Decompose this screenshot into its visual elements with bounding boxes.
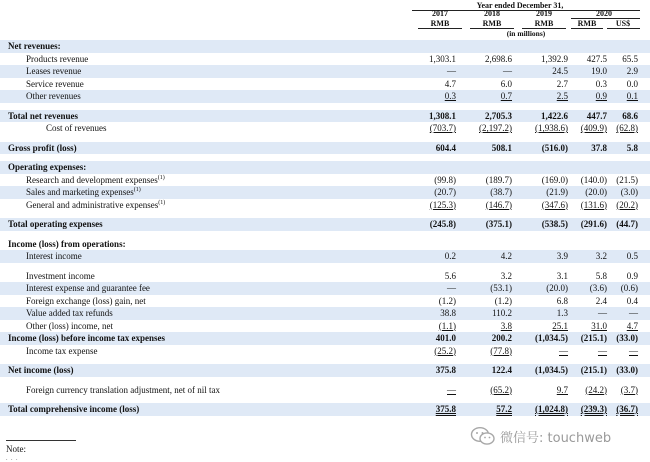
value-cell: 604.4 xyxy=(435,142,456,153)
value-cell: (131.6) xyxy=(580,199,607,210)
value-cell: (1.2) xyxy=(494,295,512,306)
table-row xyxy=(0,174,650,187)
value-cell: (189.7) xyxy=(485,174,512,185)
value-cell: (62.8) xyxy=(616,123,638,133)
spacer-row xyxy=(0,231,650,238)
value-cell: (703.7) xyxy=(429,123,456,133)
table-row xyxy=(0,90,650,103)
value-cell: 0.7 xyxy=(500,91,512,101)
value-cell: (245.8) xyxy=(429,219,456,229)
row-label: Total net revenues xyxy=(8,110,79,121)
year-2018: 2018 xyxy=(484,9,500,18)
value-cell: 3.2 xyxy=(500,270,512,281)
value-cell: (0.6) xyxy=(620,283,638,293)
value-cell: 68.6 xyxy=(622,110,638,121)
row-label: Other revenues xyxy=(26,91,81,101)
value-cell: 1,303.1 xyxy=(429,53,456,64)
value-cell: — xyxy=(629,308,638,318)
value-cell: 37.8 xyxy=(591,142,607,153)
value-cell: (65.2) xyxy=(490,384,512,395)
value-cell: 0.2 xyxy=(444,251,456,261)
value-cell: 375.8 xyxy=(435,404,456,414)
value-cell: (1.1) xyxy=(438,320,456,331)
value-cell: 508.1 xyxy=(491,142,512,153)
table-row xyxy=(0,142,650,155)
table-row xyxy=(0,161,650,174)
value-cell: 24.5 xyxy=(552,66,568,76)
value-cell: 401.0 xyxy=(435,333,456,343)
footnote-ref: (1) xyxy=(157,174,165,181)
value-cell: 0.4 xyxy=(626,295,638,306)
value-cell: (33.0) xyxy=(616,333,638,343)
table-row xyxy=(0,78,650,91)
value-cell: 2.7 xyxy=(556,78,568,89)
table-row xyxy=(0,332,650,345)
value-cell: — xyxy=(598,345,607,356)
value-cell: 0.5 xyxy=(626,251,638,261)
value-cell: (516.0) xyxy=(541,142,568,153)
value-cell: 122.4 xyxy=(491,365,512,375)
value-cell: (38.7) xyxy=(490,187,512,197)
value-cell: 38.8 xyxy=(440,308,456,318)
value-cell: (538.5) xyxy=(541,219,568,229)
row-label: Operating expenses: xyxy=(8,162,87,172)
value-cell: 9.7 xyxy=(556,384,568,395)
row-label: Foreign exchange (loss) gain, net xyxy=(26,295,146,306)
value-cell: 0.3 xyxy=(444,91,456,101)
value-cell: — xyxy=(503,66,512,76)
row-label: Net revenues: xyxy=(8,41,61,51)
value-cell: (1,938.6) xyxy=(535,123,568,133)
spacer-row xyxy=(0,263,650,270)
value-cell: (169.0) xyxy=(541,174,568,185)
value-cell: (25.2) xyxy=(434,345,456,356)
value-cell: (3.6) xyxy=(589,283,607,293)
table-row xyxy=(0,186,650,199)
footnote-ref: (1) xyxy=(158,199,166,206)
value-cell: 5.6 xyxy=(444,270,456,281)
value-cell: 6.0 xyxy=(500,78,512,89)
table-row xyxy=(0,403,650,416)
row-label: Interest income xyxy=(26,251,82,261)
row-label: Sales and marketing expenses$^{(1)}$ xyxy=(26,187,141,197)
value-cell: 2,705.3 xyxy=(485,110,512,121)
value-cell: (20.2) xyxy=(616,199,638,210)
row-label: Gross profit (loss) xyxy=(8,142,77,153)
value-cell: 5.8 xyxy=(595,270,607,281)
value-cell: (409.9) xyxy=(580,123,607,133)
value-cell: (53.1) xyxy=(490,283,512,293)
value-cell: (20.0) xyxy=(585,187,607,197)
table-row xyxy=(0,345,650,358)
spacer-row xyxy=(0,135,650,142)
value-cell: — xyxy=(629,345,638,356)
table-row xyxy=(0,307,650,320)
value-cell: (146.7) xyxy=(485,199,512,210)
value-cell: 447.7 xyxy=(586,110,607,121)
row-label: Foreign currency translation adjustment, net of nil tax xyxy=(26,384,220,395)
row-label: General and administrative expenses$^{(1)}$ xyxy=(26,199,166,210)
currency-2019: RMB xyxy=(534,19,554,28)
value-cell: 1.3 xyxy=(556,308,568,318)
value-cell: 0.9 xyxy=(626,270,638,281)
col-rule xyxy=(607,28,640,29)
value-cell: 2,698.6 xyxy=(485,53,512,64)
value-cell: (140.0) xyxy=(580,174,607,185)
value-cell: 65.5 xyxy=(622,53,638,64)
value-cell: — xyxy=(447,384,456,395)
value-cell: 4.7 xyxy=(444,78,456,89)
table-row xyxy=(0,250,650,263)
table-row xyxy=(0,295,650,308)
value-cell: — xyxy=(559,345,568,356)
table-row xyxy=(0,218,650,231)
value-cell: (77.8) xyxy=(490,345,512,356)
value-cell: (375.1) xyxy=(485,219,512,229)
row-label: Service revenue xyxy=(26,78,84,89)
table-row xyxy=(0,122,650,135)
value-cell: (44.7) xyxy=(616,219,638,229)
value-cell: 375.8 xyxy=(435,365,456,375)
spacer-row xyxy=(0,103,650,110)
table-row xyxy=(0,364,650,377)
row-label: Value added tax refunds xyxy=(26,308,113,318)
year-2020: 2020 xyxy=(596,9,612,18)
row-label: Total operating expenses xyxy=(8,219,103,229)
currency-2017: RMB xyxy=(430,19,450,28)
value-cell: 200.2 xyxy=(491,333,512,343)
value-cell: (3.7) xyxy=(620,384,638,395)
row-label: Interest expense and guarantee fee xyxy=(26,283,150,293)
value-cell: (21.9) xyxy=(546,187,568,197)
value-cell: (3.0) xyxy=(620,187,638,197)
value-cell: — xyxy=(447,66,456,76)
table-row xyxy=(0,110,650,123)
row-label: Leases revenue xyxy=(26,66,82,76)
value-cell: (20.7) xyxy=(434,187,456,197)
table-row xyxy=(0,53,650,66)
value-cell: — xyxy=(598,308,607,318)
value-cell: 0.3 xyxy=(595,78,607,89)
value-cell: 1,422.6 xyxy=(541,110,568,121)
spacer-row xyxy=(0,154,650,161)
note-label: Note: xyxy=(6,444,26,454)
value-cell: 1,392.9 xyxy=(541,53,568,64)
value-cell: 25.1 xyxy=(552,320,568,331)
value-cell: (347.6) xyxy=(541,199,568,210)
row-label: Other (loss) income, net xyxy=(26,320,113,331)
value-cell: 0.9 xyxy=(595,91,607,101)
row-label: Net income (loss) xyxy=(8,365,74,375)
year-2019: 2019 xyxy=(536,9,552,18)
value-cell: (215.1) xyxy=(580,333,607,343)
value-cell: (1,034.5) xyxy=(535,365,568,375)
value-cell: (1,024.8) xyxy=(535,404,568,414)
income-statement-table xyxy=(0,40,650,416)
spacer-row xyxy=(0,377,650,384)
year-2017: 2017 xyxy=(432,9,448,18)
value-cell: 19.0 xyxy=(591,66,607,76)
table-row xyxy=(0,40,650,53)
table-row xyxy=(0,384,650,397)
value-cell: 1,308.1 xyxy=(429,110,456,121)
table-row xyxy=(0,282,650,295)
col-rule xyxy=(418,28,462,29)
watermark-text: 微信号: touchweb xyxy=(500,430,612,446)
spacer-row xyxy=(0,396,650,403)
value-cell: — xyxy=(447,283,456,293)
value-cell: 0.0 xyxy=(626,78,638,89)
value-cell: 4.7 xyxy=(626,320,638,331)
value-cell: 0.1 xyxy=(626,91,638,101)
value-cell: 3.8 xyxy=(500,320,512,331)
value-cell: (24.2) xyxy=(585,384,607,395)
value-cell: 4.2 xyxy=(500,251,512,261)
row-label: Investment income xyxy=(26,270,95,281)
row-label: Cost of revenues xyxy=(46,123,107,133)
row-label: Income (loss) before income tax expenses xyxy=(8,333,166,343)
row-label: Income tax expense xyxy=(26,345,98,356)
spacer-row xyxy=(0,211,650,218)
table-row xyxy=(0,270,650,283)
value-cell: (215.1) xyxy=(580,365,607,375)
currency-2020-rmb: RMB xyxy=(577,19,597,28)
value-cell: (291.6) xyxy=(580,219,607,229)
value-cell: (99.8) xyxy=(434,174,456,185)
unit-note: (in millions) xyxy=(506,29,546,38)
value-cell: 2.5 xyxy=(556,91,568,101)
value-cell: (1,034.5) xyxy=(535,333,568,343)
value-cell: 3.9 xyxy=(556,251,568,261)
value-cell: 31.0 xyxy=(591,320,607,331)
row-label: Research and development expenses$^{(1)}$ xyxy=(26,174,165,185)
value-cell: 110.2 xyxy=(492,308,512,318)
note-rule xyxy=(6,440,76,441)
value-cell: 6.8 xyxy=(556,295,568,306)
value-cell: 3.2 xyxy=(595,251,607,261)
currency-2018: RMB xyxy=(482,19,502,28)
period-title: Year ended December 31, xyxy=(476,1,564,10)
value-cell: 2.9 xyxy=(626,66,638,76)
value-cell: (21.5) xyxy=(616,174,638,185)
value-cell: (1.2) xyxy=(438,295,456,306)
col-rule xyxy=(571,28,603,29)
value-cell: (125.3) xyxy=(429,199,456,210)
table-row xyxy=(0,199,650,212)
value-cell: 5.8 xyxy=(626,142,638,153)
value-cell: (36.7) xyxy=(616,404,638,414)
wechat-icon xyxy=(470,426,496,446)
value-cell: 3.1 xyxy=(556,270,568,281)
watermark xyxy=(470,424,611,448)
table-row xyxy=(0,65,650,78)
value-cell: (20.0) xyxy=(546,283,568,293)
row-label: Income (loss) from operations: xyxy=(8,238,126,249)
note-dots: . . . xyxy=(6,456,19,462)
value-cell: (2,197.2) xyxy=(479,123,512,133)
value-cell: 427.5 xyxy=(586,53,607,64)
column-header xyxy=(0,0,650,40)
table-row xyxy=(0,320,650,333)
currency-2020-usd: US$ xyxy=(615,19,631,28)
row-label: Products revenue xyxy=(26,53,89,64)
footnote-ref: (1) xyxy=(133,187,141,193)
value-cell: (33.0) xyxy=(616,365,638,375)
table-row xyxy=(0,238,650,251)
value-cell: (239.3) xyxy=(580,404,607,414)
value-cell: 57.2 xyxy=(496,404,512,414)
row-label: Total comprehensive income (loss) xyxy=(8,404,140,414)
spacer-row xyxy=(0,357,650,364)
value-cell: 2.4 xyxy=(595,295,607,306)
